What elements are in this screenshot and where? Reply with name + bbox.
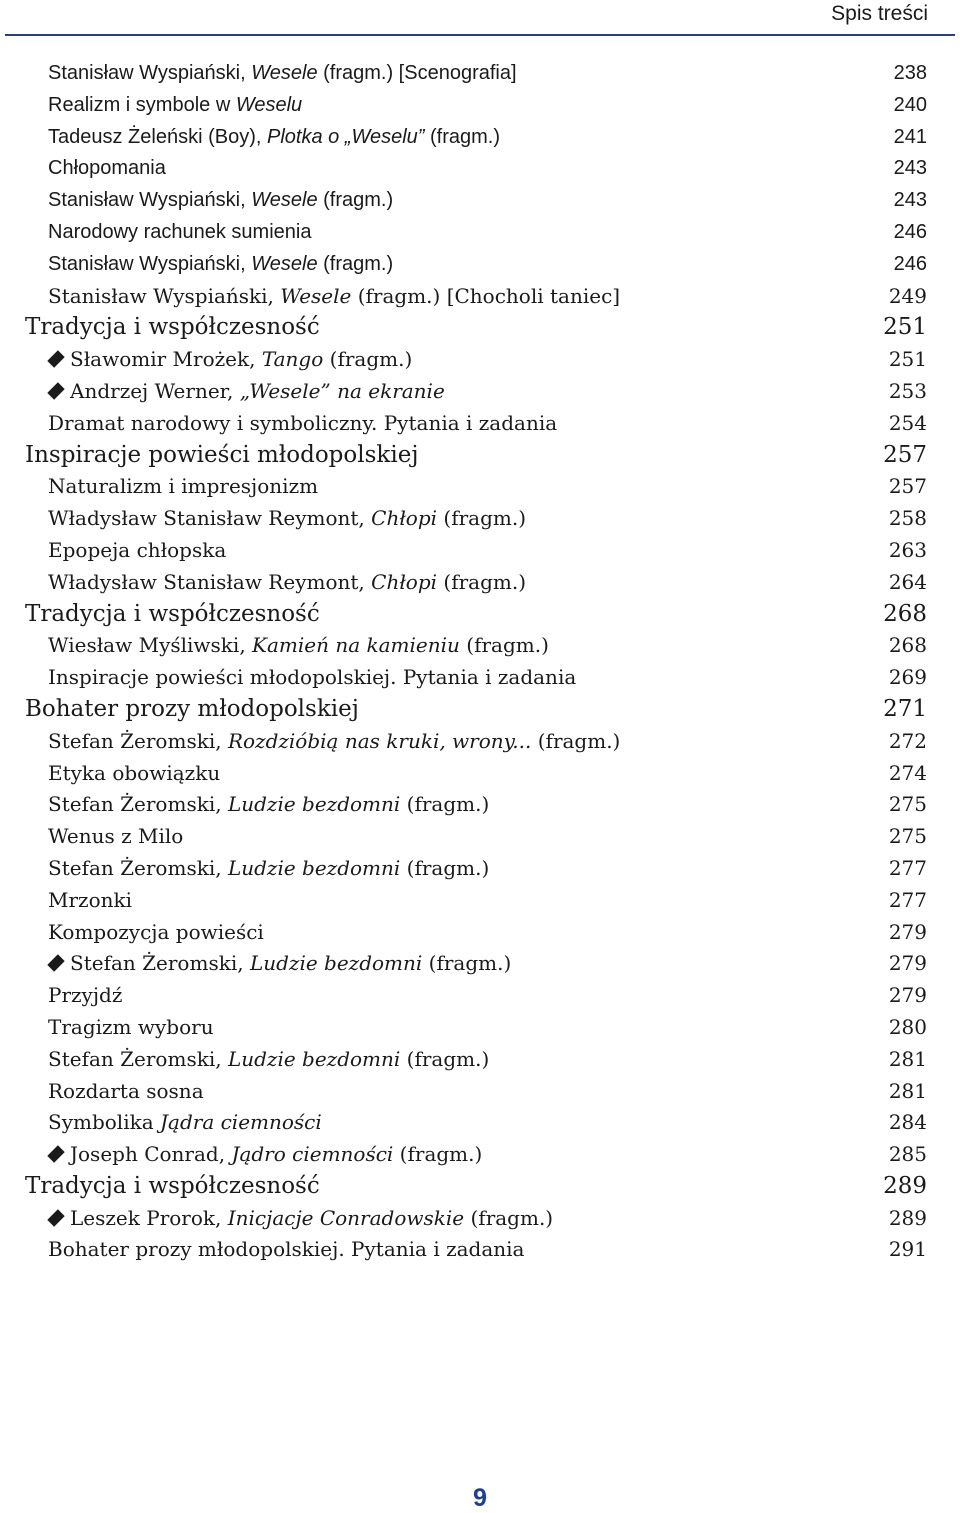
toc-text: (fragm.)	[531, 728, 621, 753]
toc-entry	[0, 249, 960, 281]
toc-entry	[0, 758, 960, 790]
toc-section-heading	[0, 599, 960, 631]
toc-entry-title	[48, 630, 549, 662]
toc-work-title: Wesele	[251, 62, 318, 84]
toc-text: Tragizm wyboru	[48, 1014, 214, 1039]
toc-entry	[0, 1234, 960, 1266]
toc-entry-title	[48, 471, 318, 503]
toc-work-title: Chłopi	[371, 569, 438, 594]
toc-page-number: 279	[888, 983, 927, 1008]
toc-text: Stanisław Wyspiański,	[48, 252, 252, 275]
toc-work-title: Inicjacje Conradowskie	[227, 1205, 465, 1230]
page-number: 9	[473, 1484, 487, 1512]
toc-text: (fragm.)	[400, 792, 490, 817]
toc-page-number: 258	[888, 506, 927, 531]
toc-page-number: 246	[893, 252, 927, 275]
toc-page-number: 277	[888, 887, 927, 912]
toc-text: (fragm.)	[459, 633, 549, 658]
toc-entry-title	[48, 1076, 204, 1108]
toc-text: Stanisław Wyspiański,	[48, 62, 252, 84]
toc-page-number: 274	[888, 760, 927, 785]
toc-section-heading	[0, 694, 960, 726]
toc-entry-title	[48, 567, 526, 599]
toc-page-number: 268	[888, 633, 927, 658]
toc-page-number: 268	[883, 600, 927, 627]
toc-text: (fragm.) [Scenografia]	[317, 62, 517, 84]
toc-page-number: 269	[888, 665, 927, 690]
toc-entry-title	[25, 1171, 320, 1203]
toc-entry	[0, 567, 960, 599]
toc-entry-title	[48, 885, 132, 917]
toc-entry-title	[48, 1139, 482, 1171]
toc-entry-title	[25, 694, 359, 726]
toc-text: (fragm.)	[422, 951, 512, 976]
toc-work-title: Jądro ciemności	[231, 1142, 394, 1167]
toc-entry	[0, 408, 960, 440]
toc-text: Mrzonki	[48, 887, 133, 912]
toc-text: Rozdarta sosna	[48, 1078, 204, 1103]
toc-page-number: 243	[893, 157, 927, 180]
toc-text: Dramat narodowy i symboliczny. Pytania i zadania	[48, 410, 558, 435]
toc-page-number: 285	[888, 1142, 927, 1167]
toc-text: Narodowy rachunek sumienia	[48, 220, 312, 243]
toc-page-number: 289	[883, 1172, 927, 1199]
toc-text: (fragm.)	[424, 125, 501, 148]
toc-text: Chłopomania	[48, 157, 166, 180]
toc-work-title: Ludzie bezdomni	[249, 951, 423, 976]
toc-page-number: 279	[888, 919, 927, 944]
toc-entry-title	[48, 1107, 322, 1139]
toc-text: Wenus z Milo	[48, 824, 184, 849]
toc-page-number: 277	[888, 855, 927, 880]
toc-text: (fragm.)	[317, 252, 394, 275]
toc-work-title: Tango	[261, 347, 324, 372]
toc-page-number: 289	[888, 1205, 927, 1230]
toc-entry	[0, 90, 960, 122]
toc-text: Stanisław Wyspiański,	[48, 283, 281, 308]
toc-text: Tadeusz Żeleński (Boy),	[48, 125, 267, 148]
toc-page-number: 254	[888, 410, 927, 435]
toc-text: Joseph Conrad,	[70, 1142, 232, 1167]
toc-entry	[0, 281, 960, 313]
toc-entry	[0, 1044, 960, 1076]
toc-entry	[0, 58, 960, 90]
toc-entry-title	[25, 599, 320, 631]
toc-entry-title	[48, 58, 517, 90]
toc-text: (fragm.)	[323, 347, 413, 372]
toc-page-number: 251	[888, 347, 927, 372]
toc-work-title: Chłopi	[371, 506, 438, 531]
toc-page-number: 280	[888, 1014, 927, 1039]
toc-entry-title	[48, 122, 500, 154]
toc-text: Tradycja i współczesność	[25, 600, 320, 627]
toc-entry-title	[25, 440, 418, 472]
toc-entry-title	[48, 408, 557, 440]
toc-entry	[0, 185, 960, 217]
diamond-bullet-icon	[47, 955, 64, 972]
toc-entry	[0, 726, 960, 758]
toc-entry-title	[48, 662, 576, 694]
toc-page-number: 264	[888, 569, 927, 594]
toc-text: Przyjdź	[48, 983, 123, 1008]
toc-text: Inspiracje powieści młodopolskiej. Pytania i zadania	[48, 665, 577, 690]
toc-work-title: Kamień na kamieniu	[252, 633, 460, 658]
toc-text: Stefan Żeromski,	[70, 951, 250, 976]
toc-text: Symbolika	[48, 1110, 161, 1135]
toc-text: Stefan Żeromski,	[48, 1046, 228, 1071]
toc-entry-title	[48, 535, 226, 567]
toc-entry-title	[48, 185, 393, 217]
toc-entry-title	[48, 503, 526, 535]
toc-text: Kompozycja powieści	[48, 919, 264, 944]
toc-entry-title	[48, 980, 122, 1012]
toc-text: Stanisław Wyspiański,	[48, 189, 252, 212]
toc-entry-title	[48, 376, 445, 408]
toc-page-number: 257	[883, 441, 927, 468]
toc-work-title: Wesele	[251, 252, 318, 275]
toc-text: (fragm.)	[317, 189, 394, 212]
header-title: Spis treści	[831, 2, 928, 25]
toc-page-number: 238	[893, 62, 927, 84]
toc-entry-title	[48, 249, 393, 281]
toc-page-number: 257	[888, 474, 927, 499]
toc-work-title: „Wesele” na ekranie	[239, 378, 445, 403]
toc-entry	[0, 789, 960, 821]
toc-page-number: 253	[888, 378, 927, 403]
toc-entry	[0, 122, 960, 154]
toc-work-title: Ludzie bezdomni	[227, 855, 401, 880]
toc-entry	[0, 662, 960, 694]
toc-text: Andrzej Werner,	[70, 378, 240, 403]
toc-text: Wiesław Myśliwski,	[48, 633, 253, 658]
toc-entry	[0, 1012, 960, 1044]
diamond-bullet-icon	[47, 1209, 64, 1226]
toc-entry	[0, 980, 960, 1012]
toc-page-number: 263	[888, 537, 927, 562]
toc-entry	[0, 217, 960, 249]
toc-entry	[0, 821, 960, 853]
toc-entry-title	[48, 726, 620, 758]
toc-entry	[0, 344, 960, 376]
toc-work-title: Ludzie bezdomni	[227, 792, 401, 817]
toc-page-number: 284	[888, 1110, 927, 1135]
toc-text: Władysław Stanisław Reymont,	[48, 506, 372, 531]
toc-text: Realizm i symbole w	[48, 93, 236, 116]
toc-text: Bohater prozy młodopolskiej. Pytania i zadania	[48, 1237, 525, 1262]
toc-text: Bohater prozy młodopolskiej	[25, 695, 359, 722]
toc-page-number: 243	[893, 189, 927, 212]
toc-entry	[0, 153, 960, 185]
toc-entry-title	[48, 789, 489, 821]
toc-entry	[0, 376, 960, 408]
toc-entry-title	[48, 90, 302, 122]
toc-entry	[0, 917, 960, 949]
toc-page-number: 249	[888, 283, 927, 308]
toc-page-number: 275	[888, 824, 927, 849]
toc-entry	[0, 503, 960, 535]
toc-entry-title	[48, 758, 220, 790]
toc-text: Leszek Prorok,	[70, 1205, 228, 1230]
toc-entry-title	[48, 1044, 489, 1076]
toc-entry-title	[25, 312, 320, 344]
toc-entry-title	[48, 917, 264, 949]
toc-text: (fragm.) [Chocholi taniec]	[351, 283, 621, 308]
toc-work-title: Rozdzióbią nas kruki, wrony...	[227, 728, 532, 753]
toc-entry-title	[48, 821, 183, 853]
toc-entry	[0, 1203, 960, 1235]
toc-text: Stefan Żeromski,	[48, 728, 228, 753]
toc-entry-title	[48, 948, 511, 980]
toc-text: (fragm.)	[400, 1046, 490, 1071]
toc-entry-title	[48, 153, 166, 185]
toc-text: (fragm.)	[400, 855, 490, 880]
toc-entry-title	[48, 217, 311, 249]
toc-entry-title	[48, 281, 620, 313]
toc-text: Tradycja i współczesność	[25, 1172, 320, 1199]
toc-work-title: Plotka o „Weselu”	[266, 125, 425, 148]
toc-page-number: 275	[888, 792, 927, 817]
toc-text: Etyka obowiązku	[48, 760, 221, 785]
toc-entry-title	[48, 1203, 553, 1235]
toc-entry-title	[48, 853, 489, 885]
toc-text: Tradycja i współczesność	[25, 314, 320, 341]
toc-text: Naturalizm i impresjonizm	[48, 474, 319, 499]
table-of-contents	[0, 58, 960, 1266]
toc-section-heading	[0, 440, 960, 472]
toc-page-number: 241	[893, 125, 927, 148]
toc-work-title: Ludzie bezdomni	[227, 1046, 401, 1071]
toc-entry	[0, 535, 960, 567]
diamond-bullet-icon	[47, 350, 64, 367]
toc-text: Sławomir Mrożek,	[70, 347, 262, 372]
toc-entry-title	[48, 1012, 214, 1044]
toc-entry	[0, 1076, 960, 1108]
toc-page-number: 240	[893, 93, 927, 116]
toc-page-number: 246	[893, 220, 927, 243]
toc-entry	[0, 1107, 960, 1139]
toc-section-heading	[0, 1171, 960, 1203]
toc-text: Władysław Stanisław Reymont,	[48, 569, 372, 594]
toc-work-title: Jądra ciemności	[160, 1110, 322, 1135]
toc-text: Inspiracje powieści młodopolskiej	[25, 441, 419, 468]
toc-text: Stefan Żeromski,	[48, 855, 228, 880]
toc-entry-title	[48, 1234, 524, 1266]
toc-work-title: Wesele	[280, 283, 352, 308]
toc-entry	[0, 630, 960, 662]
toc-entry	[0, 885, 960, 917]
toc-page-number: 291	[888, 1237, 927, 1262]
toc-text: (fragm.)	[393, 1142, 483, 1167]
toc-text: (fragm.)	[437, 506, 527, 531]
toc-entry	[0, 471, 960, 503]
toc-text: Stefan Żeromski,	[48, 792, 228, 817]
diamond-bullet-icon	[47, 1145, 64, 1162]
toc-page-number: 271	[883, 695, 927, 722]
toc-text: Epopeja chłopska	[48, 537, 227, 562]
toc-page-number: 279	[888, 951, 927, 976]
toc-work-title: Wesele	[251, 189, 318, 212]
toc-page-number: 281	[888, 1078, 927, 1103]
toc-entry-title	[48, 344, 412, 376]
toc-text: (fragm.)	[437, 569, 527, 594]
toc-page-number: 281	[888, 1046, 927, 1071]
toc-work-title: Weselu	[235, 93, 303, 116]
page-header	[0, 0, 960, 38]
toc-section-heading	[0, 312, 960, 344]
toc-page-number: 251	[883, 314, 927, 341]
toc-text: (fragm.)	[464, 1205, 554, 1230]
header-rule	[5, 34, 955, 36]
toc-entry	[0, 948, 960, 980]
toc-entry	[0, 853, 960, 885]
toc-entry	[0, 1139, 960, 1171]
diamond-bullet-icon	[47, 382, 64, 399]
toc-page-number: 272	[888, 728, 927, 753]
